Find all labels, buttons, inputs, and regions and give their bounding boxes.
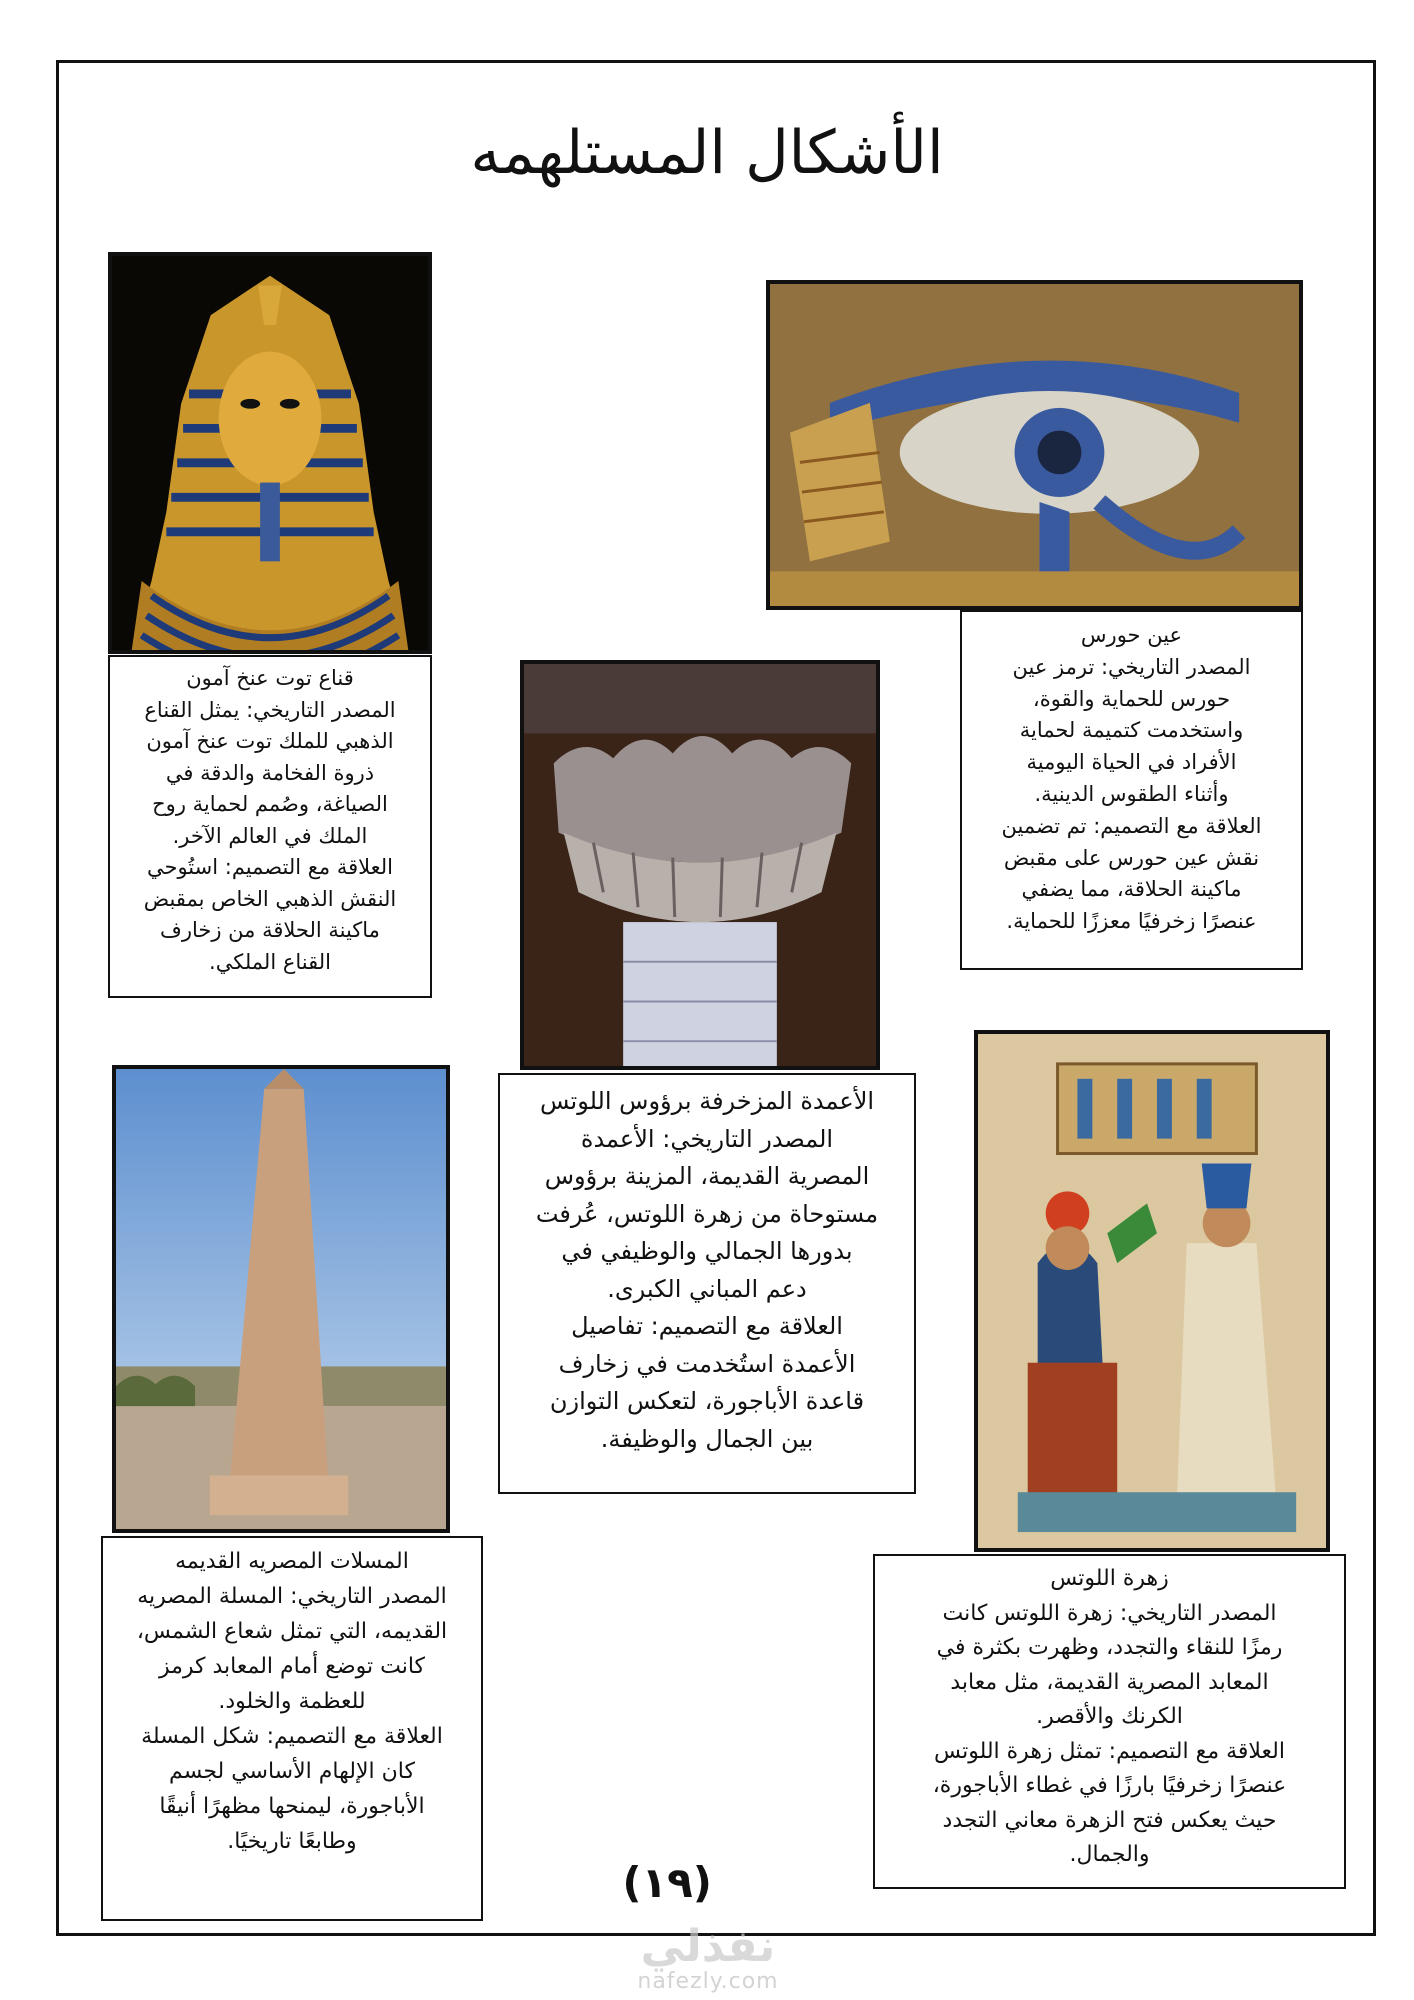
page-title: الأشكال المستلهمه xyxy=(470,118,944,188)
horus-line: الأفراد في الحياة اليومية xyxy=(1026,750,1237,775)
columns-line: بين الجمال والوظيفة. xyxy=(600,1424,814,1453)
horus-line: العلاقة مع التصميم: تم تضمين xyxy=(1001,813,1262,838)
lotus-line: رمزًا للنقاء والتجدد، وظهرت بكثرة في xyxy=(936,1635,1283,1660)
lotus-papyrus-image xyxy=(974,1030,1330,1552)
lotus-line: العلاقة مع التصميم: تمثل زهرة اللوتس xyxy=(934,1738,1285,1764)
lotus-line: المعابد المصرية القديمة، مثل معابد xyxy=(950,1669,1269,1695)
page-number: (١٩) xyxy=(622,1858,712,1907)
mask-line: القناع الملكي. xyxy=(209,949,331,974)
obelisk-line: كان الإلهام الأساسي لجسم xyxy=(169,1759,415,1784)
tutankhamun-mask-image xyxy=(108,252,432,654)
lotus-caption-box xyxy=(873,1554,1346,1889)
mask-line: ذروة الفخامة والدقة في xyxy=(165,760,375,785)
mask-line: ماكينة الحلاقة من زخارف xyxy=(160,918,380,942)
obelisk-line: المصدر التاريخي: المسلة المصريه xyxy=(137,1584,447,1609)
columns-line: العلاقة مع التصميم: تفاصيل xyxy=(571,1312,843,1340)
watermark-url: nafezly.com xyxy=(637,1969,779,1994)
lotus-line: حيث يعكس فتح الزهرة معاني التجدد xyxy=(942,1807,1277,1833)
horus-title: عين حورس xyxy=(1080,623,1183,647)
obelisk-line: كانت توضع أمام المعابد كرمز xyxy=(158,1654,426,1679)
lotus-line: عنصرًا زخرفيًا بارزًا في غطاء الأباجورة، xyxy=(932,1773,1287,1798)
horus-line: وأثناء الطقوس الدينية. xyxy=(1034,781,1229,806)
horus-line: ماكينة الحلاقة، مما يضفي xyxy=(1021,877,1242,902)
mask-line: الملك في العالم الآخر. xyxy=(172,823,368,848)
horus-line: نقش عين حورس على مقبض xyxy=(1003,845,1260,870)
lotus-column-image xyxy=(520,660,880,1070)
mask-line: المصدر التاريخي: يمثل القناع xyxy=(144,697,396,722)
columns-title: الأعمدة المزخرفة برؤوس اللوتس xyxy=(539,1087,875,1115)
obelisk-line: العلاقة مع التصميم: شكل المسلة xyxy=(141,1724,443,1749)
columns-line: المصدر التاريخي: الأعمدة xyxy=(580,1124,834,1153)
horus-line: حورس للحماية والقوة، xyxy=(1032,686,1231,711)
lotus-line: الكرنك والأقصر. xyxy=(1036,1704,1183,1729)
eye-of-horus-image xyxy=(766,280,1303,610)
columns-line: الأعمدة استُخدمت في زخارف xyxy=(558,1349,856,1378)
columns-line: بدورها الجمالي والوظيفي في xyxy=(561,1237,853,1265)
mask-line: الذهبي للملك توت عنخ آمون xyxy=(146,729,394,753)
watermark-logo: نفذلي xyxy=(640,1921,776,1972)
horus-line: عنصرًا زخرفيًا معززًا للحماية. xyxy=(1006,909,1257,934)
obelisk-caption-box xyxy=(101,1536,483,1921)
mask-line: النقش الذهبي الخاص بمقبض xyxy=(143,886,397,911)
horus-line: المصدر التاريخي: ترمز عين xyxy=(1012,654,1251,679)
columns-caption-box xyxy=(498,1073,916,1494)
nafezly-watermark xyxy=(618,1921,798,1994)
mask-line: العلاقة مع التصميم: استُوحي xyxy=(146,855,394,879)
columns-line: المصرية القديمة، المزينة برؤوس xyxy=(544,1162,870,1190)
obelisk-title: المسلات المصريه القديمه xyxy=(175,1549,409,1574)
mask-caption-box xyxy=(108,655,432,998)
horus-line: واستخدمت كتميمة لحماية xyxy=(1019,718,1244,743)
lotus-line: والجمال. xyxy=(1069,1842,1150,1867)
lotus-title: زهرة اللوتس xyxy=(1050,1566,1169,1591)
mask-line: الصياغة، وصُمم لحماية روح xyxy=(152,792,388,816)
obelisk-image xyxy=(112,1065,450,1533)
obelisk-line: للعظمة والخلود. xyxy=(218,1689,366,1714)
columns-line: قاعدة الأباجورة، لتعكس التوازن xyxy=(549,1387,865,1415)
obelisk-line: القديمه، التي تمثل شعاع الشمس، xyxy=(136,1619,448,1644)
columns-line: مستوحاة من زهرة اللوتس، عُرفت xyxy=(535,1199,879,1228)
columns-line: دعم المباني الكبرى. xyxy=(607,1274,807,1303)
horus-caption-box xyxy=(960,610,1303,970)
obelisk-line: الأباجورة، ليمنحها مظهرًا أنيقًا xyxy=(159,1794,425,1819)
lotus-line: المصدر التاريخي: زهرة اللوتس كانت xyxy=(942,1600,1277,1626)
obelisk-line: وطابعًا تاريخيًا. xyxy=(227,1829,357,1854)
mask-title: قناع توت عنخ آمون xyxy=(186,666,354,690)
